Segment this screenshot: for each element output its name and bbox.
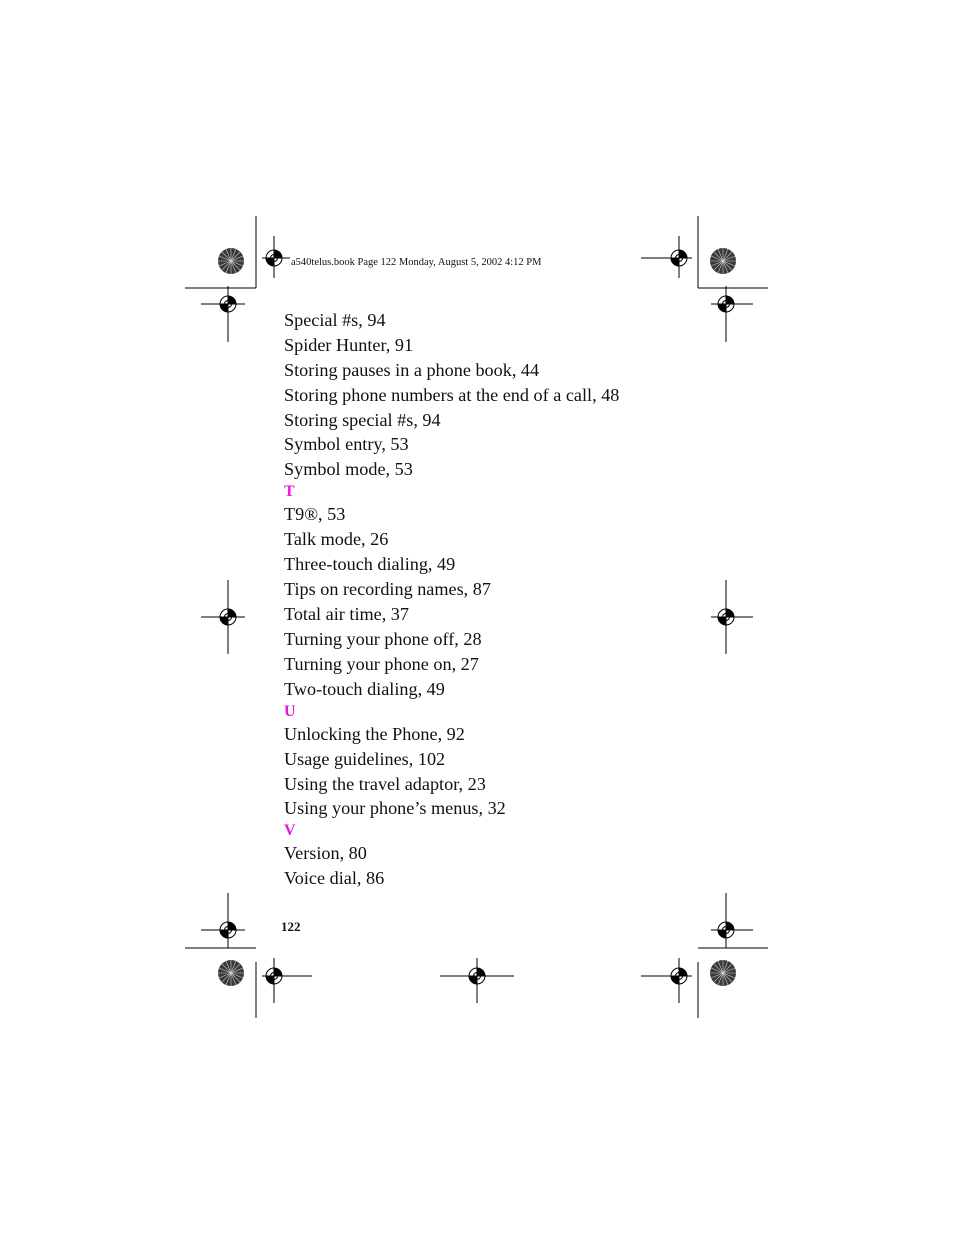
registration-mark-bottom-left [262, 958, 312, 1003]
star-target-top-right [710, 248, 736, 274]
index-entry: Spider Hunter, 91 [284, 334, 414, 355]
index-entry: Turning your phone on, 27 [284, 653, 479, 674]
index-entry: Using the travel adaptor, 23 [284, 773, 486, 794]
index-entry: Storing pauses in a phone book, 44 [284, 359, 540, 380]
registration-mark-top-left [262, 236, 290, 278]
registration-mark-left-middle [201, 580, 245, 654]
index-entry: Two-touch dialing, 49 [284, 678, 445, 699]
registration-mark-left-upper [201, 286, 245, 342]
index-section-letter: V [284, 822, 296, 840]
index-entry: Symbol entry, 53 [284, 434, 409, 455]
index-entry: Unlocking the Phone, 92 [284, 723, 465, 744]
index-entry: Storing phone numbers at the end of a call, 48 [284, 384, 620, 405]
page-number: 122 [281, 919, 301, 934]
index-entry: T9®, 53 [284, 504, 346, 525]
registration-mark-top-right [641, 236, 692, 278]
registration-mark-right-lower [711, 893, 753, 948]
index-entry: Total air time, 37 [284, 603, 409, 624]
index-entry: Talk mode, 26 [284, 529, 389, 550]
star-target-top-left [218, 248, 244, 274]
index-entry: Usage guidelines, 102 [284, 748, 446, 769]
index-entry: Tips on recording names, 87 [284, 579, 491, 600]
index-entry: Special #s, 94 [284, 310, 386, 330]
index-section-letter: U [284, 702, 296, 720]
index-entry: Version, 80 [284, 843, 367, 864]
star-target-bottom-right [710, 960, 736, 986]
registration-mark-bottom-center [440, 958, 514, 1003]
index-list [284, 308, 724, 891]
registration-mark-bottom-right [641, 958, 692, 1003]
index-entry: Storing special #s, 94 [284, 409, 441, 430]
index-entry: Three-touch dialing, 49 [284, 554, 456, 575]
index-entry: Symbol mode, 53 [284, 459, 413, 480]
print-slug: a540telus.book Page 122 Monday, August 5, 2002 4:12 PM [291, 257, 542, 268]
registration-mark-left-lower [201, 893, 245, 948]
star-target-bottom-left [218, 960, 244, 986]
index-entry: Voice dial, 86 [284, 868, 385, 889]
index-entry: Using your phone’s menus, 32 [284, 798, 506, 819]
index-entry: Turning your phone off, 28 [284, 628, 482, 649]
index-section-letter: T [284, 483, 295, 501]
